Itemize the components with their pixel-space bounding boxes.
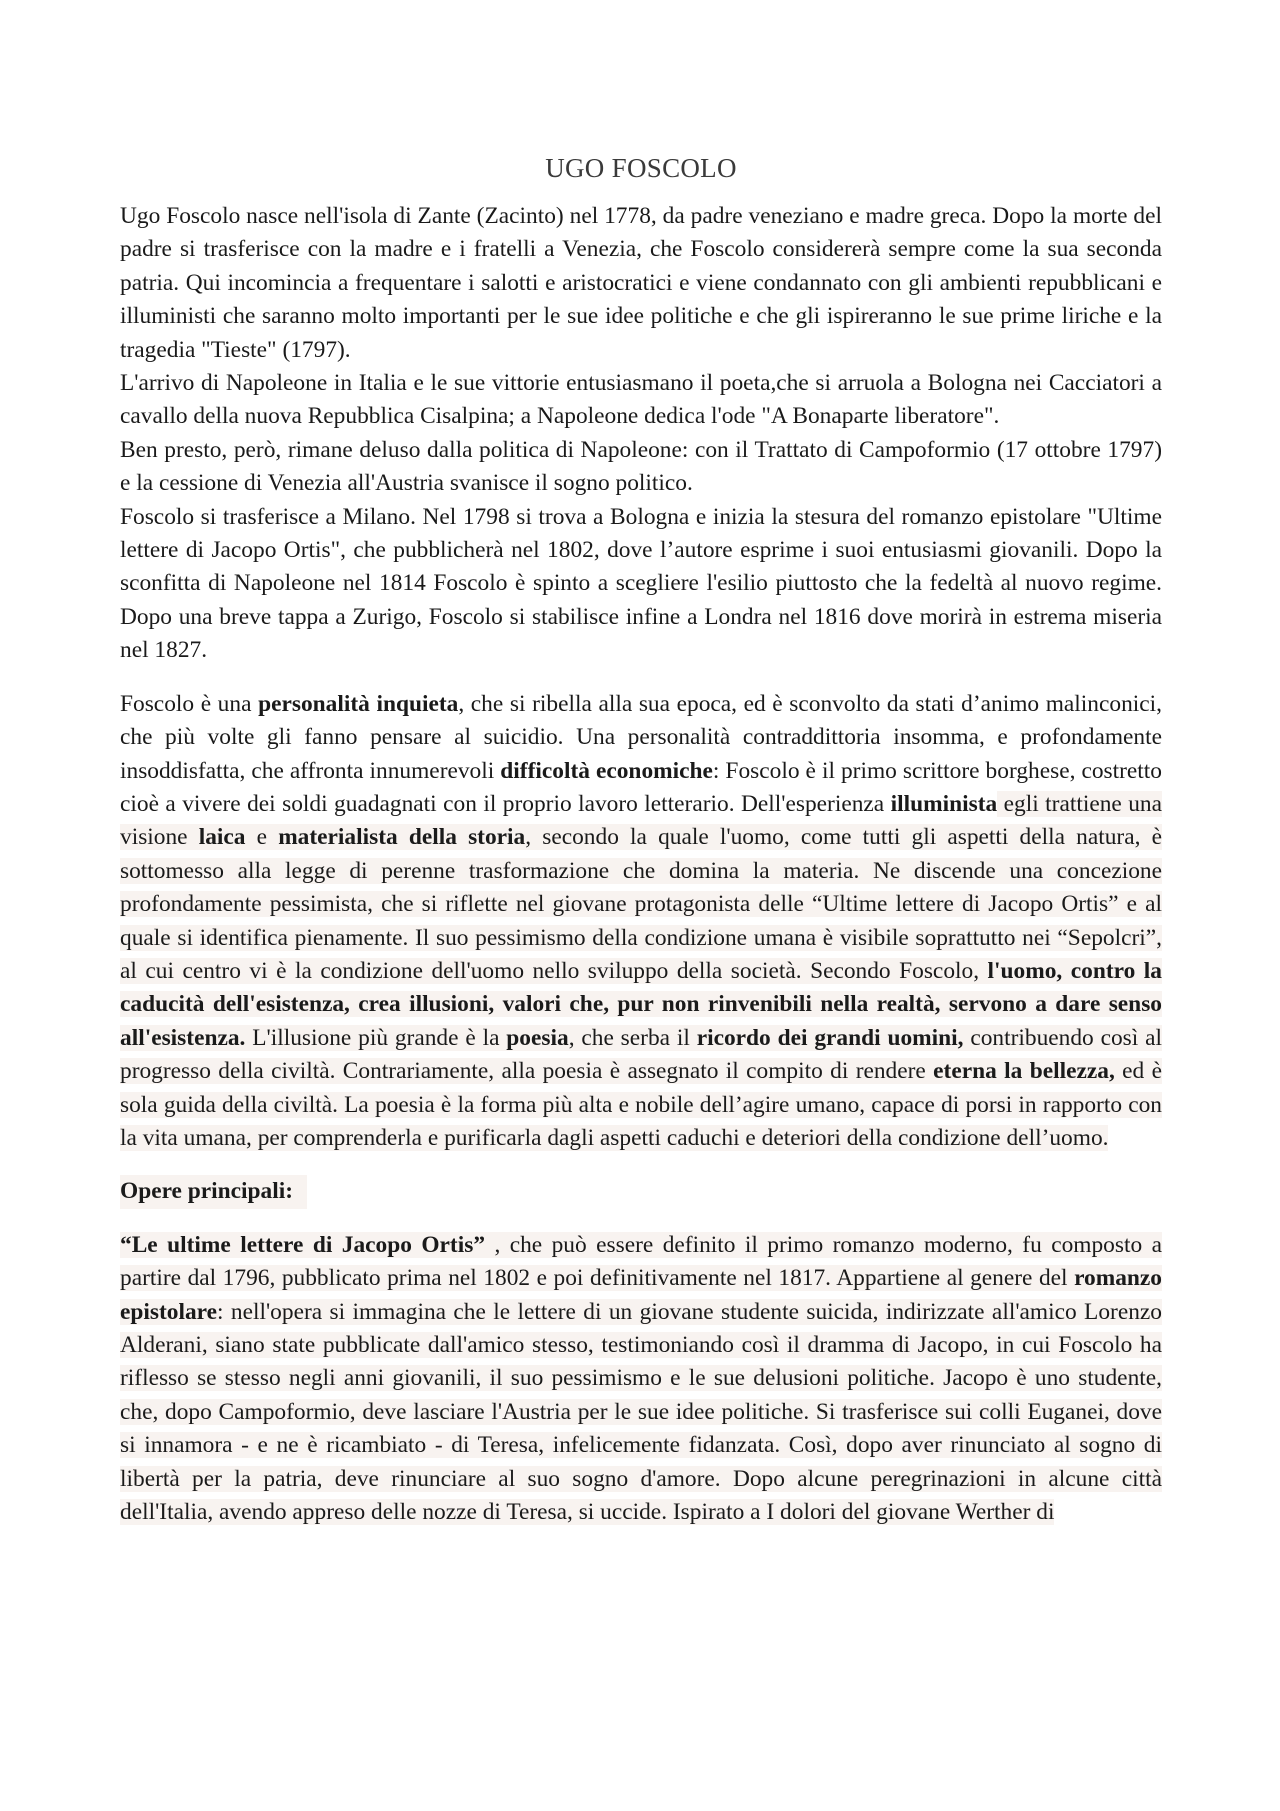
- biography-section: [120, 200, 1162, 668]
- highlight-materialista: materialista della storia: [278, 824, 526, 851]
- highlight-difficolta: difficoltà economiche: [500, 757, 713, 784]
- document-page: [120, 150, 1162, 1529]
- highlight-bellezza: eterna la bellezza,: [933, 1058, 1115, 1085]
- highlight-illuminista: illuminista: [890, 790, 998, 817]
- highlight-illusioni: l'uomo, contro la caducità dell'esistenza, crea illusioni, valori che, pur non rinvenibili nella realtà, servono a dare senso all'esistenza.: [120, 957, 1162, 1051]
- page-title: UGO FOSCOLO: [545, 153, 737, 183]
- personality-paragraph: Foscolo è una personalità inquieta, che si ribella alla sua epoca, ed è sconvolto da stati d’animo malinconici, che più volte gli fanno pensare al suicidio. Una personalità contraddittoria insomma, e profondamente insoddisfatta, che affronta innumerevoli difficoltà economiche: Foscolo è il primo scrittore borghese, costretto cioè a vivere dei soldi guadagnati con il proprio lavoro letterario. Dell'esperienza illuminista egli trattiene una visione laica e materialista della storia, secondo la quale l'uomo, come tutti gli aspetti della natura, è sottomesso alla legge di perenne trasformazione che domina la materia. Ne discende una concezione profondamente pessimista, che si riflette nel giovane protagonista delle “Ultime lettere di Jacopo Ortis” e al quale si identifica pienamente. Il suo pessimismo della condizione umana è visibile soprattutto nei “Sepolcri”, al cui centro vi è la condizione dell'uomo nello sviluppo della società. Secondo Foscolo, l'uomo, contro la caducità dell'esistenza, crea illusioni, valori che, pur non rinvenibili nella realtà, servono a dare senso all'esistenza. L'illusione più grande è la poesia, che serba il ricordo dei grandi uomini, contribuendo così al progresso della civiltà. Contrariamente, alla poesia è assegnato il compito di rendere eterna la bellezza, ed è sola guida della civiltà. La poesia è la forma più alta e nobile dell’agire umano, capace di porsi in rapporto con la vita umana, per comprenderla e purificarla dagli aspetti caduchi e deteriori della condizione dell’uomo.: [120, 690, 1163, 1151]
- works-heading: Opere principali:: [120, 1175, 307, 1208]
- highlight-romanzo-epistolare: romanzo epistolare: [120, 1265, 1162, 1325]
- bio-paragraph-2: L'arrivo di Napoleone in Italia e le sue vittorie entusiasmano il poeta,che si arruola a Bologna nei Cacciatori a cavallo della nuova Repubblica Cisalpina; a Napoleone dedica l'ode "A Bonaparte liberatore".: [120, 370, 1162, 430]
- bio-paragraph-4: Foscolo si trasferisce a Milano. Nel 1798 si trova a Bologna e inizia la stesura del romanzo epistolare "Ultime lettere di Jacopo Ortis", che pubblicherà nel 1802, dove l’autore esprime i suoi entusiasmi giovanili. Dopo la sconfitta di Napoleone nel 1814 Foscolo è spinto a scegliere l'esilio piuttosto che la fedeltà al nuovo regime. Dopo una breve tappa a Zurigo, Foscolo si stabilisce infine a Londra nel 1816 dove morirà in estrema miseria nel 1827.: [120, 503, 1162, 664]
- highlight-poesia: poesia: [506, 1024, 569, 1051]
- ortis-title: “Le ultime lettere di Jacopo Ortis”: [120, 1231, 486, 1258]
- bio-paragraph-1: Ugo Foscolo nasce nell'isola di Zante (Zacinto) nel 1778, da padre veneziano e madre greca. Dopo la morte del padre si trasferisce con la madre e i fratelli a Venezia, che Foscolo considererà sempre come la sua seconda patria. Qui incomincia a frequentare i salotti e aristocratici e viene condannato con gli ambienti repubblicani e illuministi che saranno molto importanti per le sue idee politiche e che gli ispireranno le sue prime liriche e la tragedia "Tieste" (1797).: [120, 203, 1162, 363]
- ortis-paragraph: “Le ultime lettere di Jacopo Ortis” , che può essere definito il primo romanzo moderno, fu composto a partire dal 1796, pubblicato prima nel 1802 e poi definitivamente nel 1817. Appartiene al genere del romanzo epistolare: nell'opera si immagina che le lettere di un giovane studente suicida, indirizzate all'amico Lorenzo Alderani, siano state pubblicate dall'amico stesso, testimoniando così il dramma di Jacopo, in cui Foscolo ha riflesso se stesso negli anni giovanili, il suo pessimismo e le sue delusioni politiche. Jacopo è uno studente, che, dopo Campoformio, deve lasciare l'Austria per le sue idee politiche. Si trasferisce sui colli Euganei, dove si innamora - e ne è ricambiato - di Teresa, infelicemente fidanzata. Così, dopo aver rinunciato al sogno di libertà per la patria, deve rinunciare al suo sogno d'amore. Dopo alcune peregrinazioni in alcune città dell'Italia, avendo appreso delle nozze di Teresa, si uccide. Ispirato a I dolori del giovane Werther di: [120, 1231, 1162, 1526]
- highlight-laica: laica: [198, 824, 246, 851]
- bio-paragraph-3: Ben presto, però, rimane deluso dalla politica di Napoleone: con il Trattato di Campoformio (17 ottobre 1797) e la cessione di Venezia all'Austria svanisce il sogno politico.: [120, 436, 1162, 497]
- highlight-personalita: personalità inquieta: [258, 690, 459, 717]
- highlight-ricordo: ricordo dei grandi uomini,: [696, 1024, 964, 1051]
